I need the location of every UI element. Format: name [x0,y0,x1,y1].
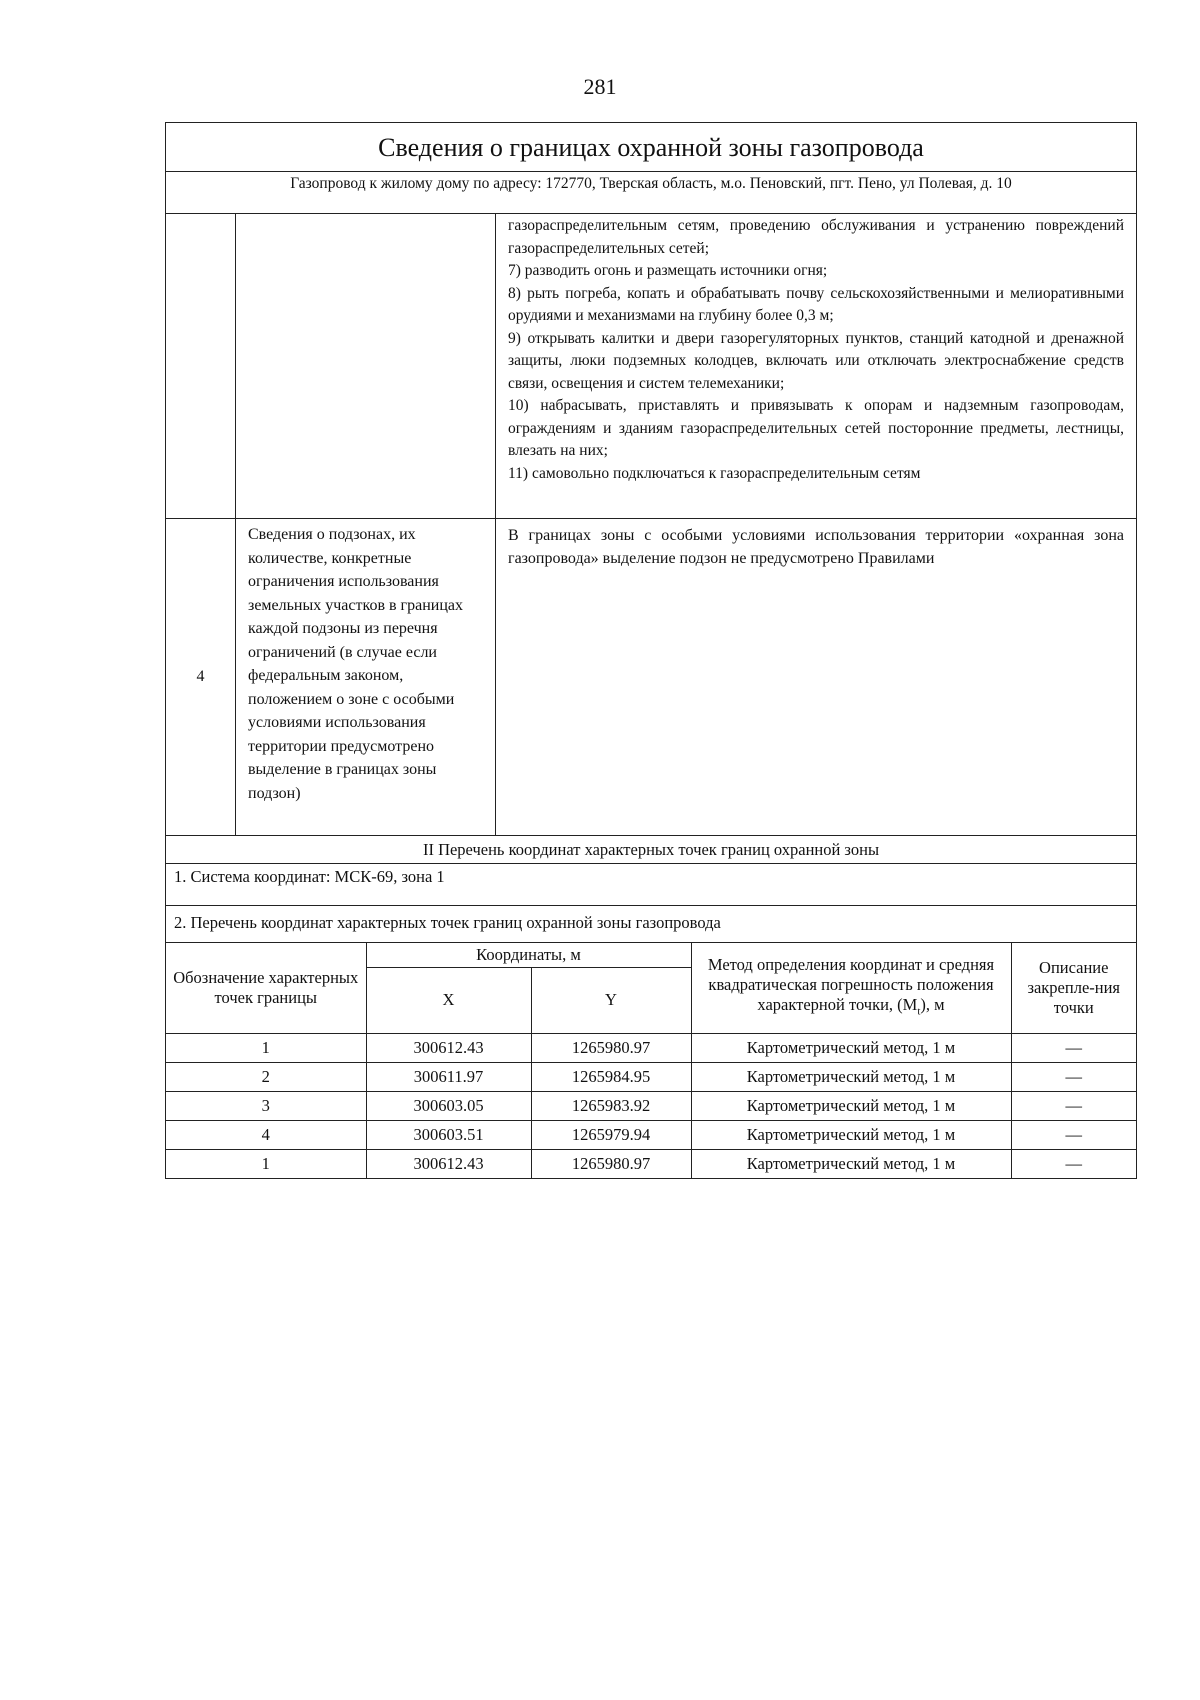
cell-y: 1265980.97 [531,1033,691,1062]
cell-point: 3 [166,1091,366,1120]
header-coords: Координаты, м [366,943,691,967]
header-description: Описание закрепле-ния точки [1011,943,1136,1033]
coords-list-heading: 2. Перечень координат характерных точек границ охранной зоны газопровода [166,906,1136,943]
subzones-text: В границах зоны с особыми условиями использования территории «охранная зона газопровода» выделение подзон не предусмотрено Правилами [508,527,1124,567]
table-row [166,1149,1136,1178]
cell-x: 300611.97 [366,1062,531,1091]
cell-point: 1 [166,1149,366,1178]
cell-point: 4 [166,1120,366,1149]
cell-y: 1265980.97 [531,1149,691,1178]
cell-x: 300603.05 [366,1091,531,1120]
table-row [166,1062,1136,1091]
cell-desc: — [1011,1033,1136,1062]
header-method-text: Метод определения координат и средняя квадратическая погрешность положения характерной точки, (M [707,954,995,1014]
row-label: Сведения о подзонах, их количестве, конкретные ограничения использования земельных участков в границах каждой подзоны из перечня ограничений (в случае если федеральным законом, положением о зоне с особыми условиями использования территории предусмотрено выделение в границах зоны подзон) [236,519,496,835]
header-method [691,943,1011,1033]
row-label [236,214,496,518]
cell-desc: — [1011,1120,1136,1149]
cell-method: Картометрический метод, 1 м [691,1120,1011,1149]
table-row [166,1033,1136,1062]
cell-desc: — [1011,1062,1136,1091]
header-x: X [366,967,531,1033]
table-row [166,1091,1136,1120]
header-method-sub: t [917,1004,921,1017]
coordinates-table [166,943,1136,1179]
cell-y: 1265984.95 [531,1062,691,1091]
restriction-line: 10) набрасывать, приставлять и привязывать к опорам и надземным газопроводам, ограждениям и зданиям газораспределительных сетей посторонние предметы, лестницы, влезать на них; [508,397,1124,459]
table-row [166,1120,1136,1149]
cell-desc: — [1011,1149,1136,1178]
page-number: 281 [583,74,617,99]
cell-desc: — [1011,1091,1136,1120]
cell-x: 300612.43 [366,1149,531,1178]
zone-info-table [165,122,1137,1179]
restriction-line: 8) рыть погреба, копать и обрабатывать почву сельскохозяйственными и мелиоративными орудиями и механизмами на глубину более 0,3 м; [508,284,1124,324]
cell-method: Картометрический метод, 1 м [691,1062,1011,1091]
document-subtitle: Газопровод к жилому дому по адресу: 172770, Тверская область, м.о. Пеновский, пгт. Пено, ул Полевая, д. 10 [166,172,1136,214]
restriction-line: газораспределительным сетям, проведению обслуживания и устранению повреждений газораспределительных сетей; [508,217,1124,257]
cell-point: 2 [166,1062,366,1091]
cell-method: Картометрический метод, 1 м [691,1033,1011,1062]
cell-point: 1 [166,1033,366,1062]
restrictions-text [496,214,1136,518]
row-number [166,214,236,518]
cell-y: 1265979.94 [531,1120,691,1149]
cell-x: 300603.51 [366,1120,531,1149]
header-point: Обозначение характерных точек границы [166,943,366,1033]
coord-system: 1. Система координат: МСК-69, зона 1 [166,864,1136,906]
cell-x: 300612.43 [366,1033,531,1062]
header-method-end: ), м [920,994,945,1014]
section-heading: II Перечень координат характерных точек границ охранной зоны [166,836,1136,864]
cell-y: 1265983.92 [531,1091,691,1120]
cell-method: Картометрический метод, 1 м [691,1091,1011,1120]
subzones-row [166,519,1136,836]
restriction-line: 9) открывать калитки и двери газорегуляторных пунктов, станций катодной и дренажной защиты, люки подземных колодцев, включать или отключать электроснабжение средств связи, освещения и систем телемеханики; [508,329,1124,392]
row-number: 4 [166,519,236,835]
header-y: Y [531,967,691,1033]
cell-method: Картометрический метод, 1 м [691,1149,1011,1178]
restriction-line: 11) самовольно подключаться к газораспределительным сетям [508,464,921,482]
restriction-line: 7) разводить огонь и размещать источники огня; [508,262,828,279]
document-title: Сведения о границах охранной зоны газопровода [166,123,1136,172]
restrictions-row [166,214,1136,519]
